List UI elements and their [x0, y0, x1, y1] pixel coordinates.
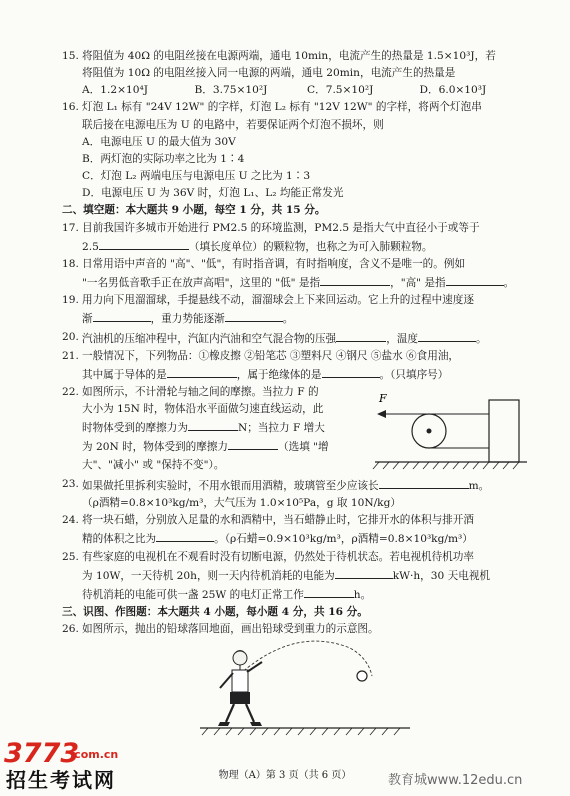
- ground-hatching: [202, 728, 400, 735]
- force-label: F: [379, 391, 387, 405]
- text: （填长度单位）的颗粒物，也称之为可入肺颗粒物。: [188, 240, 433, 253]
- text: "一名男低音歌手正在放声高唱"，这里的 "低" 是指: [82, 277, 321, 290]
- question-18: [62, 256, 532, 292]
- option-a: A．1.2×10⁴J: [82, 84, 148, 97]
- text: 汽油机的压缩冲程中，汽缸内汽油和空气混合物的压强: [82, 332, 337, 345]
- question-number: 20.: [62, 330, 79, 343]
- text: 为 10W，一天待机 20h，则一天内待机消耗的电能为: [82, 569, 335, 582]
- options: [82, 82, 532, 99]
- text: N；当拉力 F 增大: [237, 422, 325, 435]
- question-text-line: 如图所示，不计滑轮与轴之间的摩擦。当拉力 F 的: [82, 385, 319, 398]
- question-17: [62, 220, 532, 256]
- question-text-line: （ρ酒精=0.8×10³kg/m³，大气压为 1.0×10⁵Pa，g 取 10N/kg）: [82, 497, 401, 510]
- section-heading-fill-in: 二、填空题：本大题共 9 小题，每空 1 分，共 15 分。: [62, 204, 326, 217]
- section-heading-diagram: 三、识图、作图题：本大题共 4 小题，每小题 4 分，共 16 分。: [62, 606, 368, 619]
- question-text-line: [82, 529, 532, 548]
- trajectory-path: [240, 641, 372, 676]
- option-a: A．电源电压 U 的最大值为 30V: [82, 135, 236, 148]
- question-22: [62, 384, 532, 476]
- pulley-figure: [367, 384, 532, 476]
- shot-put-ball: [357, 671, 367, 681]
- text: 。: [282, 313, 294, 326]
- question-20: [62, 329, 532, 348]
- question-16: [62, 99, 532, 202]
- pulley-diagram: [367, 384, 532, 476]
- pulley-axle: [427, 428, 432, 433]
- option-c: C．7.5×10²J: [307, 84, 374, 97]
- question-text-line: [82, 365, 532, 384]
- question-text-line: [82, 273, 532, 292]
- answer-blank[interactable]: [446, 273, 504, 286]
- answer-blank[interactable]: [335, 566, 393, 579]
- text: 精的体积之比为: [82, 533, 157, 546]
- question-text-line: [82, 476, 532, 495]
- text: 。（只填序号）: [379, 368, 449, 381]
- site-logo[interactable]: [4, 732, 174, 792]
- text: h。: [353, 588, 372, 601]
- watermark: 教育城www.12edu.cn: [388, 773, 523, 788]
- text: ，属于绝缘体的是: [236, 368, 322, 381]
- question-number: 18.: [62, 257, 79, 270]
- option-d: D．电源电压 U 为 36V 时，灯泡 L₁、L₂ 均能正常发光: [82, 187, 344, 200]
- question-text-line: [82, 329, 532, 348]
- text: 时物体受到的摩擦力为: [82, 422, 188, 435]
- question-24: [62, 512, 532, 548]
- option-d: D．6.0×10³J: [419, 84, 487, 97]
- question-text-line: 将阻值为 40Ω 的电阻丝接在电源两端，通电 10min，电流产生的热量是 1.5×10³J，若: [82, 50, 496, 62]
- text: 待机消耗的电能可供一盏 25W 的电灯正常工作: [82, 588, 304, 601]
- question-text-line: 一般情况下，下列物品：①橡皮擦 ②铅笔芯 ③塑料尺 ④钢尺 ⑤盐水 ⑥食用油，: [82, 349, 460, 362]
- question-number: 19.: [62, 294, 79, 307]
- question-number: 15.: [62, 50, 79, 62]
- page-footer: 物理（A）第 3 页（共 6 页）: [218, 770, 352, 781]
- text: 2.5: [82, 240, 99, 253]
- text: ，"高" 是指: [390, 277, 446, 290]
- question-number: 17.: [62, 221, 79, 234]
- text: （选填 "增: [278, 441, 329, 454]
- answer-blank[interactable]: [304, 585, 354, 598]
- answer-blank[interactable]: [320, 273, 390, 286]
- question-text-line: 灯泡 L₁ 标有 "24V 12W" 的字样，灯泡 L₂ 标有 "12V 12W" 的字样，将两个灯泡串: [82, 101, 482, 114]
- question-text-line: 目前我国许多城市开始进行 PM2.5 的环境监测，PM2.5 是指大气中直径小于或等于: [82, 221, 480, 234]
- answer-blank[interactable]: [418, 329, 476, 342]
- shot-put-drawing: [200, 636, 410, 746]
- question-23: [62, 476, 532, 512]
- question-number: 21.: [62, 349, 79, 362]
- logo-domain: .com.cn: [70, 748, 119, 761]
- question-text-line: 如图所示，抛出的铅球落回地面，画出铅球受到重力的示意图。: [82, 623, 379, 636]
- question-number: 22.: [62, 385, 79, 398]
- question-text-line: [82, 309, 532, 328]
- answer-blank[interactable]: [336, 329, 386, 342]
- question-number: 25.: [62, 550, 79, 563]
- text: 。: [476, 332, 487, 345]
- answer-blank[interactable]: [93, 309, 151, 322]
- block-object: [489, 400, 519, 462]
- question-text-line: 用力向下甩溜溜球，手提悬线不动，溜溜球会上下来回运动。它上升的过程中速度逐: [82, 294, 474, 307]
- question-text-line: 大小为 15N 时，物体沿水平面做匀速直线运动，此: [82, 403, 324, 416]
- question-body: [82, 384, 532, 476]
- text: 为 20N 时，物体受到的摩擦力: [82, 441, 229, 454]
- answer-blank[interactable]: [188, 418, 238, 431]
- answer-blank[interactable]: [99, 237, 189, 250]
- questions: [62, 48, 532, 638]
- question-number: 23.: [62, 477, 79, 490]
- answer-blank[interactable]: [228, 437, 278, 450]
- answer-blank[interactable]: [156, 529, 214, 542]
- logo-number: 3773: [4, 738, 80, 769]
- question-text-line: [82, 418, 367, 437]
- question-text-line: 大"、"减小" 或 "保持不变"）。: [82, 458, 225, 471]
- text: ，重力势能逐渐: [150, 313, 225, 326]
- question-text-line: 有些家庭的电视机在不观看时没有切断电源，仍然处于待机状态。若电视机待机功率: [82, 550, 474, 563]
- ground-hatching: [373, 462, 519, 469]
- logo-slogan: 招生考试网: [6, 768, 116, 792]
- question-text-line: [82, 566, 532, 585]
- answer-blank[interactable]: [167, 365, 237, 378]
- thrower-person: [218, 650, 262, 726]
- answer-blank[interactable]: [379, 476, 469, 489]
- question-number: 24.: [62, 514, 79, 527]
- shot-put-figure: [200, 636, 410, 746]
- text: 。: [503, 277, 515, 290]
- question-text-line: 将一块石蜡，分别放入足量的水和酒精中，当石蜡静止时，它排开水的体积与排开酒: [82, 514, 474, 527]
- answer-blank[interactable]: [225, 309, 283, 322]
- question-text-line: 联后接在电源电压为 U 的电路中，若要保证两个灯泡不损坏，则: [82, 118, 384, 131]
- question-text-line: [82, 437, 367, 456]
- answer-blank[interactable]: [322, 365, 380, 378]
- question-text-line: 将阻值为 10Ω 的电阻丝接入同一电源的两端，通电 20min，电流产生的热量是: [82, 67, 456, 80]
- text: 。（ρ石蜡=0.9×10³kg/m³，ρ酒精=0.8×10³kg/m³）: [214, 533, 473, 546]
- text: 渐: [82, 313, 93, 326]
- question-15: [62, 48, 532, 99]
- question-text-line: [82, 585, 532, 604]
- text: kW·h，30 天电视机: [392, 569, 491, 582]
- arrowhead: [377, 410, 386, 418]
- option-c: C．灯泡 L₂ 两端电压与电源电压 U 之比为 1∶3: [82, 170, 311, 183]
- text: m。: [468, 479, 490, 492]
- question-21: [62, 348, 532, 384]
- question-number: 16.: [62, 101, 79, 114]
- question-19: [62, 292, 532, 328]
- text: 如果做托里拆利实验时，不用水银而用酒精，玻璃管至少应该长: [82, 479, 379, 492]
- question-number: 26.: [62, 623, 79, 636]
- question-text-line: [82, 237, 532, 256]
- option-b: B．两灯泡的实际功率之比为 1∶4: [82, 152, 245, 165]
- question-25: [62, 549, 532, 604]
- question-text-line: 日常用语中声音的 "高"、"低"，有时指音调，有时指响度，含义不是唯一的。例如: [82, 257, 466, 270]
- option-b: B．3.75×10²J: [194, 84, 268, 97]
- text: 其中属于导体的是: [82, 368, 167, 381]
- text: ，温度: [386, 332, 419, 345]
- question-text: [82, 384, 367, 476]
